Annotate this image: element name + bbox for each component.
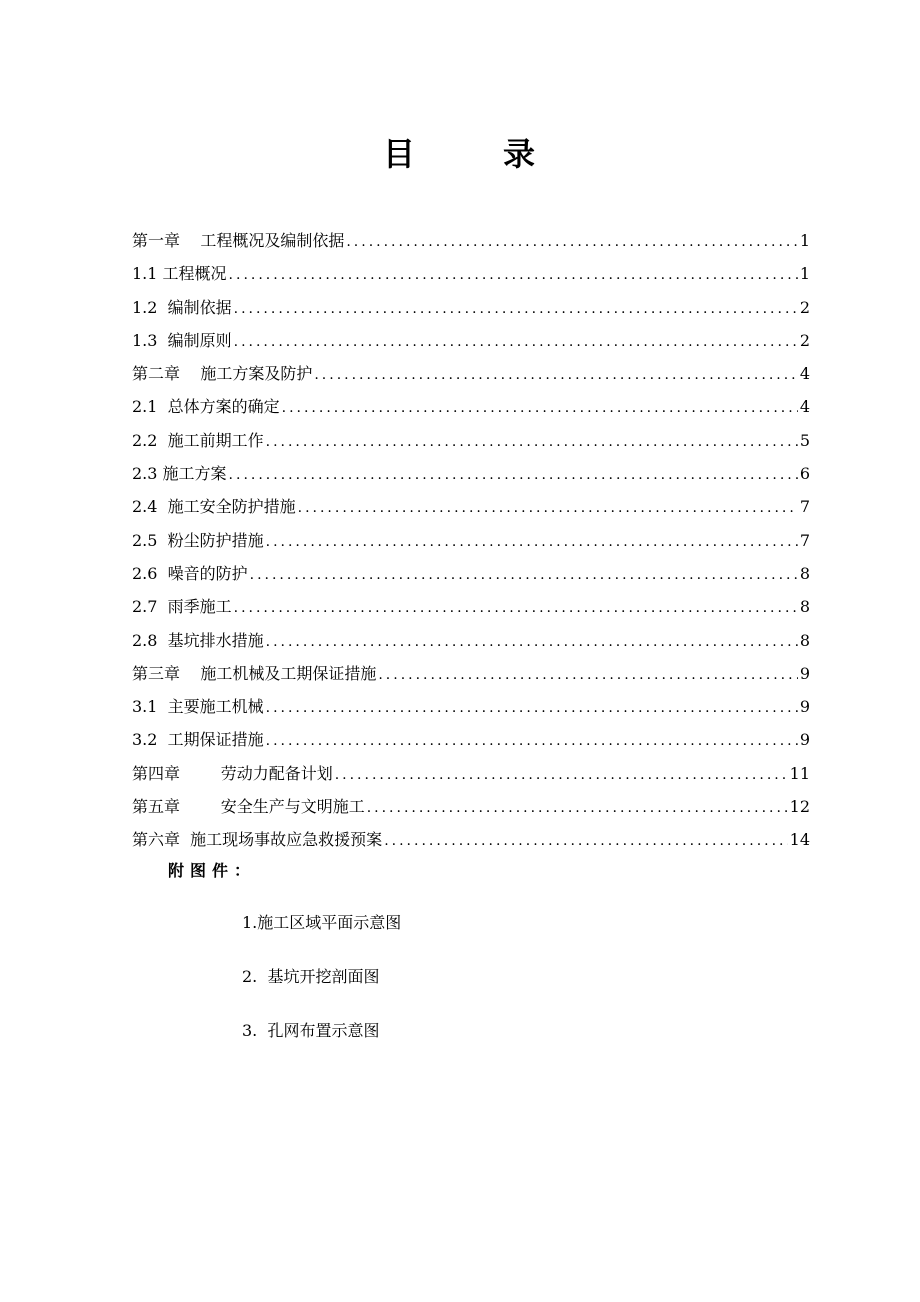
toc-entry-label: 2.8 基坑排水措施 <box>132 630 264 650</box>
toc-leader <box>234 326 798 357</box>
toc-entry-page: 8 <box>799 597 810 617</box>
page-title <box>0 132 920 176</box>
toc-entry-page: 1 <box>799 264 810 284</box>
toc-entry-label: 第四章 劳动力配备计划 <box>132 763 333 783</box>
toc-entry-page: 2 <box>799 330 810 350</box>
toc-entry-page: 1 <box>799 231 810 250</box>
toc-entry-page: 9 <box>799 663 810 683</box>
toc-entry[interactable] <box>132 557 810 590</box>
toc-entry-page: 8 <box>799 563 810 583</box>
toc-entry-page: 5 <box>799 430 810 450</box>
attachments-list <box>242 910 401 1072</box>
toc-entry-page: 9 <box>799 697 810 717</box>
toc-entry-label: 2.4 施工安全防护措施 <box>132 497 296 517</box>
toc-entry-page: 7 <box>799 497 810 517</box>
toc-leader <box>367 792 788 823</box>
toc-leader <box>234 293 798 324</box>
toc-entry-label: 1.2 编制依据 <box>132 297 232 317</box>
toc-entry[interactable] <box>132 490 810 523</box>
toc-leader <box>229 459 798 490</box>
toc-entry-label: 第五章 安全生产与文明施工 <box>132 797 365 817</box>
toc-entry-page: 14 <box>789 830 810 850</box>
toc-entry[interactable] <box>132 757 810 790</box>
toc-entry-page: 4 <box>799 364 810 384</box>
toc-entry-label: 2.3 施工方案 <box>132 464 227 484</box>
toc-leader <box>314 359 797 390</box>
toc-leader <box>250 559 798 590</box>
toc-entry[interactable] <box>132 224 810 257</box>
toc-entry[interactable] <box>132 823 810 856</box>
attachment-item[interactable]: 2. 基坑开挖剖面图 <box>242 967 380 986</box>
toc-entry-page: 2 <box>799 297 810 317</box>
toc-entry-label: 第一章 工程概况及编制依据 <box>132 231 345 250</box>
toc-leader <box>335 759 788 790</box>
toc-entry[interactable] <box>132 657 810 690</box>
toc-leader <box>298 492 798 523</box>
toc-entry[interactable] <box>132 357 810 390</box>
toc-entry-label: 2.7 雨季施工 <box>132 597 232 617</box>
toc-leader <box>266 526 798 557</box>
toc-entry-page: 7 <box>799 530 810 550</box>
toc-entry-label: 第二章 施工方案及防护 <box>132 364 313 384</box>
toc-leader <box>266 692 798 723</box>
toc-entry-label: 1.3 编制原则 <box>132 330 232 350</box>
toc-entry-label: 2.6 噪音的防护 <box>132 563 248 583</box>
toc-leader <box>229 259 798 290</box>
toc-leader <box>282 392 798 423</box>
toc-entry-label: 3.2 工期保证措施 <box>132 730 264 750</box>
toc-leader <box>266 626 798 657</box>
toc-entry[interactable] <box>132 690 810 723</box>
toc-entry-label: 第三章 施工机械及工期保证措施 <box>132 663 377 683</box>
toc-entry[interactable] <box>132 790 810 823</box>
toc-entry-page: 12 <box>789 797 810 817</box>
toc-entry[interactable] <box>132 624 810 657</box>
toc-leader <box>384 825 787 856</box>
toc-entry-label: 2.5 粉尘防护措施 <box>132 530 264 550</box>
attachment-item[interactable]: 3. 孔网布置示意图 <box>242 1021 380 1040</box>
toc-entry-label: 3.1 主要施工机械 <box>132 697 264 717</box>
toc-leader <box>234 592 798 623</box>
title-char-2: 录 <box>503 135 538 173</box>
toc-entry[interactable] <box>132 257 810 290</box>
attachment-item[interactable]: 1.施工区域平面示意图 <box>242 913 402 932</box>
toc-entry-page: 11 <box>789 763 810 783</box>
toc-leader <box>266 426 798 457</box>
toc-entry-label: 第六章 施工现场事故应急救援预案 <box>132 830 383 850</box>
toc-leader <box>378 659 797 690</box>
toc-entry[interactable] <box>132 723 810 756</box>
title-char-1: 目 <box>382 135 417 173</box>
toc-entry[interactable] <box>132 291 810 324</box>
toc-entry[interactable] <box>132 424 810 457</box>
toc-entry-label: 1.1 工程概况 <box>132 264 227 284</box>
toc-entry-label: 2.1 总体方案的确定 <box>132 397 280 417</box>
toc-entry[interactable] <box>132 457 810 490</box>
table-of-contents <box>132 224 810 857</box>
toc-entry[interactable] <box>132 324 810 357</box>
toc-entry[interactable] <box>132 390 810 423</box>
toc-entry-label: 2.2 施工前期工作 <box>132 430 264 450</box>
toc-entry[interactable] <box>132 524 810 557</box>
toc-entry-page: 9 <box>799 730 810 750</box>
toc-leader <box>346 226 797 257</box>
toc-entry-page: 8 <box>799 630 810 650</box>
toc-entry[interactable] <box>132 590 810 623</box>
toc-entry-page: 4 <box>799 397 810 417</box>
attachments-heading: 附图件： <box>168 861 257 880</box>
toc-entry-page: 6 <box>799 464 810 484</box>
toc-leader <box>266 725 798 756</box>
